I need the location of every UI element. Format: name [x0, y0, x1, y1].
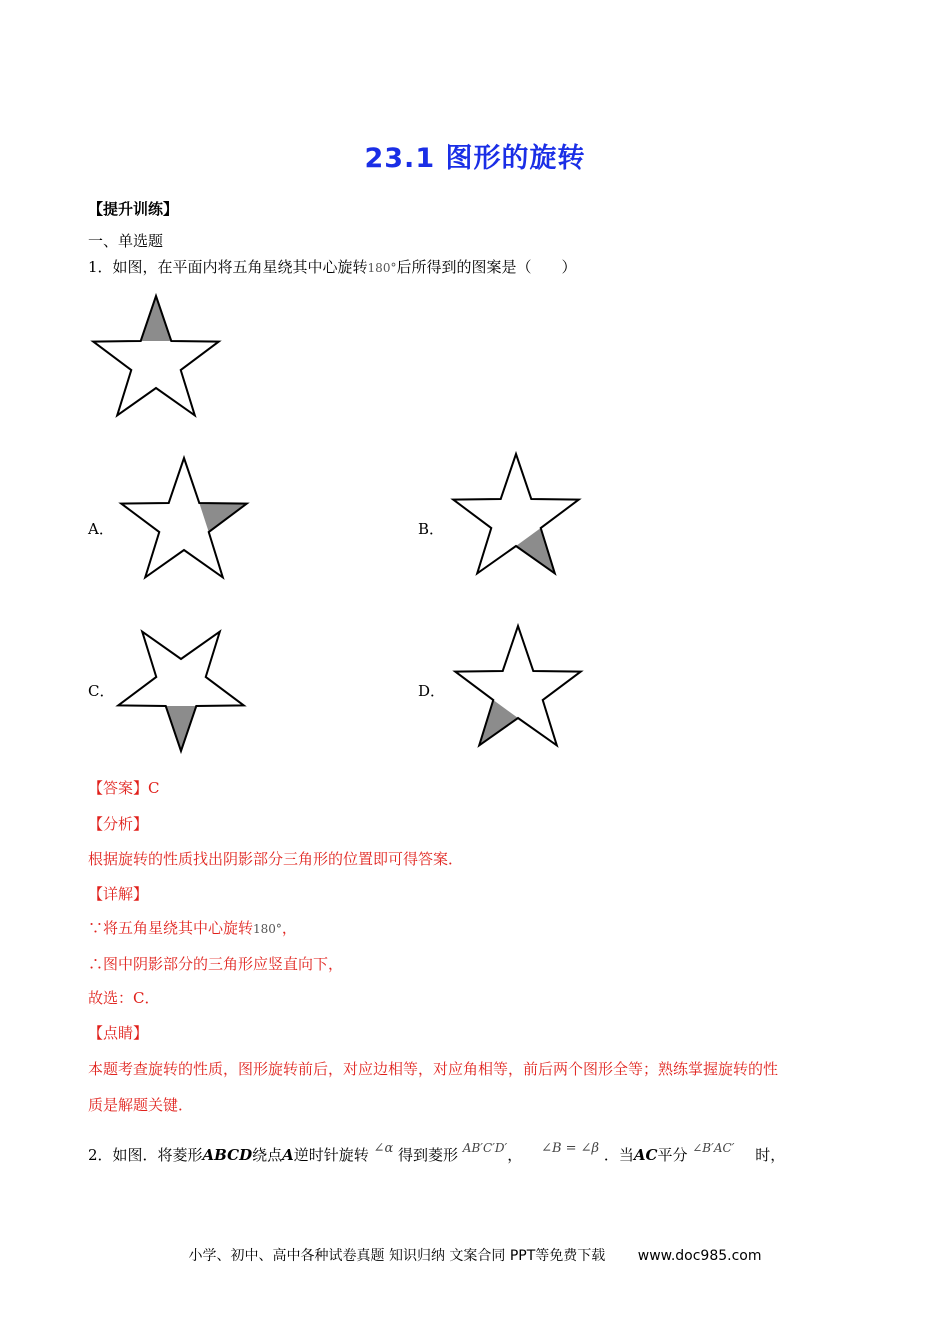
detail-1-suffix: ，: [281, 919, 297, 937]
shaded-star-point: [199, 503, 246, 532]
q2-var-abcd: ABCD: [202, 1146, 253, 1164]
comment-line-2: 质是解题关键．: [88, 1096, 194, 1114]
shaded-star-point: [166, 706, 197, 751]
q2-text-3: 逆时针旋转: [293, 1146, 369, 1164]
q1-prefix: 1．如图，在平面内将五角星绕其中心旋转: [88, 258, 368, 276]
q1-angle: 180°: [367, 261, 397, 275]
footer-description: 小学、初中、高中各种试卷真题 知识归纳 文案合同 PPT等免费下载: [188, 1248, 606, 1264]
detail-label: 【详解】: [88, 885, 149, 903]
star-option-c[interactable]: [113, 617, 253, 747]
answer-label: 【答案】C: [88, 779, 160, 797]
option-a-label[interactable]: A．: [88, 520, 114, 538]
option-b-label[interactable]: B．: [418, 520, 445, 538]
question-1-stem: [88, 257, 576, 278]
star-outline: [121, 458, 247, 577]
footer-website-link[interactable]: www.doc985.com: [637, 1248, 762, 1264]
comment-label: 【点睛】: [88, 1024, 149, 1042]
q2-var-a: A: [282, 1146, 294, 1164]
q2-text-8: 时，: [755, 1146, 786, 1164]
q2-math-angle-bac: ∠B′AC′: [692, 1141, 735, 1155]
star-outline: [455, 626, 581, 745]
star-option-b[interactable]: [448, 452, 588, 582]
option-c-label[interactable]: C．: [88, 682, 115, 700]
detail-line-2: ∴图中阴影部分的三角形应竖直向下，: [88, 955, 344, 973]
subsection-title: 一、单选题: [88, 232, 164, 250]
question-2-stem: [88, 1141, 786, 1167]
detail-1-prefix: ∵将五角星绕其中心旋转: [88, 919, 254, 937]
q2-text-5: ，: [507, 1146, 523, 1164]
shaded-star-point: [141, 296, 172, 341]
comment-line-1: 本题考查旋转的性质，图形旋转前后，对应边相等，对应角相等，前后两个图形全等；熟练掌握旋转的性: [88, 1060, 779, 1078]
page-title: 23.1 图形的旋转: [364, 143, 586, 174]
q1-suffix: 后所得到的图案是（ ）: [396, 258, 577, 276]
analysis-text: 根据旋转的性质找出阴影部分三角形的位置即可得答案．: [88, 850, 464, 868]
q2-var-ac: AC: [633, 1146, 658, 1164]
q2-text-6: ．当: [603, 1146, 634, 1164]
detail-1-angle: 180°: [253, 922, 282, 936]
star-original-figure: [88, 294, 228, 424]
detail-line-3: 故选：C．: [88, 989, 160, 1007]
star-outline: [453, 454, 579, 573]
q2-text-1: 2．如图．将菱形: [88, 1146, 203, 1164]
section-header: 【提升训练】: [88, 200, 179, 218]
q2-math-alpha: ∠α: [373, 1141, 394, 1156]
q2-math-angle-eq: ∠B = ∠β: [541, 1141, 600, 1156]
star-option-d[interactable]: [450, 624, 590, 754]
analysis-label: 【分析】: [88, 815, 149, 833]
option-d-label[interactable]: D．: [418, 682, 446, 700]
detail-line-1: [88, 918, 297, 939]
star-option-a[interactable]: [116, 456, 256, 586]
q2-text-2: 绕点: [252, 1146, 283, 1164]
q2-math-rhombus: AB′C′D′: [462, 1141, 508, 1155]
page-footer: [0, 1245, 950, 1265]
q2-text-4: 得到菱形: [398, 1146, 459, 1164]
q2-text-7: 平分: [657, 1146, 688, 1164]
